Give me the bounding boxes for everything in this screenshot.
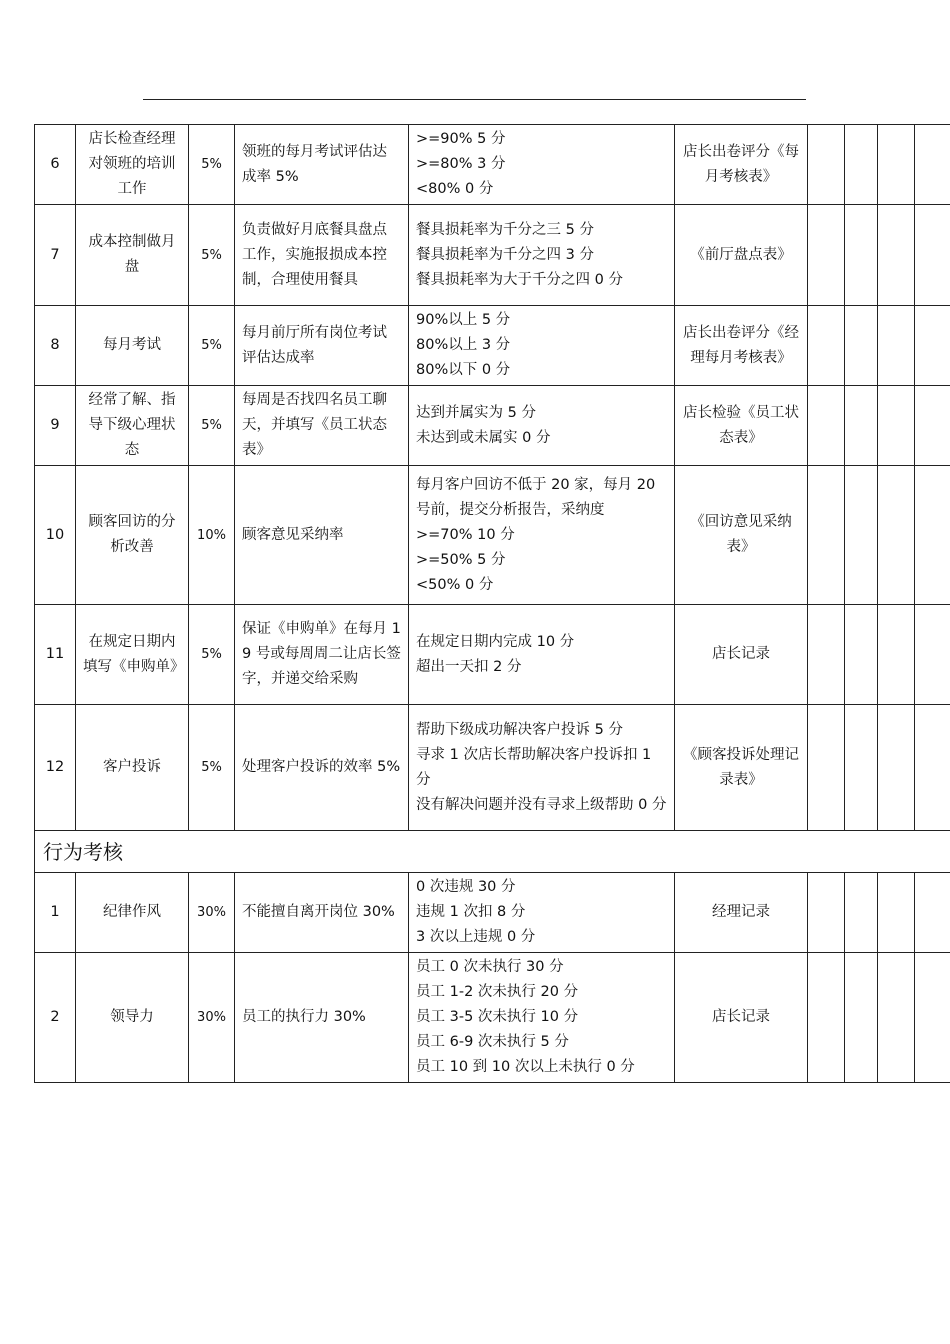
kpi-weight: 10% bbox=[189, 466, 235, 605]
blank-cell bbox=[878, 605, 915, 705]
table-row bbox=[35, 873, 950, 953]
blank-cell bbox=[878, 386, 915, 466]
blank-cell bbox=[878, 705, 915, 831]
blank-cell bbox=[915, 386, 950, 466]
blank-cell bbox=[845, 705, 878, 831]
blank-cell bbox=[845, 125, 878, 205]
kpi-description: 不能擅自离开岗位 30% bbox=[235, 873, 409, 953]
kpi-description: 员工的执行力 30% bbox=[235, 953, 409, 1083]
kpi-item: 在规定日期内填写《申购单》 bbox=[76, 605, 189, 705]
table-row bbox=[35, 205, 950, 306]
row-number: 9 bbox=[35, 386, 76, 466]
blank-cell bbox=[808, 125, 845, 205]
kpi-item: 客户投诉 bbox=[76, 705, 189, 831]
blank-cell bbox=[808, 705, 845, 831]
blank-cell bbox=[915, 205, 950, 306]
blank-cell bbox=[915, 873, 950, 953]
kpi-item: 每月考试 bbox=[76, 306, 189, 386]
kpi-description: 负责做好月底餐具盘点工作，实施报损成本控制，合理使用餐具 bbox=[235, 205, 409, 306]
blank-cell bbox=[845, 466, 878, 605]
blank-cell bbox=[808, 605, 845, 705]
kpi-weight: 5% bbox=[189, 205, 235, 306]
kpi-scoring-standard: 每月客户回访不低于 20 家，每月 20 号前，提交分析报告，采纳度 >=70% 10 分 >=50% 5 分 <50% 0 分 bbox=[409, 466, 675, 605]
blank-cell bbox=[915, 306, 950, 386]
kpi-scoring-standard: 90%以上 5 分 80%以上 3 分 80%以下 0 分 bbox=[409, 306, 675, 386]
kpi-description: 每周是否找四名员工聊天，并填写《员工状态表》 bbox=[235, 386, 409, 466]
row-number: 7 bbox=[35, 205, 76, 306]
kpi-description: 领班的每月考试评估达成率 5% bbox=[235, 125, 409, 205]
kpi-scoring-standard: >=90% 5 分 >=80% 3 分 <80% 0 分 bbox=[409, 125, 675, 205]
kpi-item: 成本控制做月盘 bbox=[76, 205, 189, 306]
kpi-scoring-standard: 员工 0 次未执行 30 分 员工 1-2 次未执行 20 分 员工 3-5 次未执行 10 分 员工 6-9 次未执行 5 分 员工 10 到 10 次以上未执行 0 分 bbox=[409, 953, 675, 1083]
table-row bbox=[35, 125, 950, 205]
table-row bbox=[35, 306, 950, 386]
blank-cell bbox=[808, 205, 845, 306]
row-number: 12 bbox=[35, 705, 76, 831]
table-row bbox=[35, 705, 950, 831]
section-row bbox=[35, 831, 950, 873]
blank-cell bbox=[915, 466, 950, 605]
kpi-table bbox=[34, 124, 950, 1083]
blank-cell bbox=[878, 306, 915, 386]
kpi-description: 处理客户投诉的效率 5% bbox=[235, 705, 409, 831]
kpi-weight: 5% bbox=[189, 306, 235, 386]
kpi-description: 保证《申购单》在每月 19 号或每周周二让店长签字，并递交给采购 bbox=[235, 605, 409, 705]
blank-cell bbox=[878, 466, 915, 605]
blank-cell bbox=[878, 873, 915, 953]
blank-cell bbox=[845, 605, 878, 705]
header-rule bbox=[143, 99, 806, 100]
kpi-data-source: 《回访意见采纳表》 bbox=[675, 466, 808, 605]
kpi-data-source: 经理记录 bbox=[675, 873, 808, 953]
blank-cell bbox=[878, 953, 915, 1083]
kpi-weight: 5% bbox=[189, 125, 235, 205]
blank-cell bbox=[845, 873, 878, 953]
blank-cell bbox=[808, 306, 845, 386]
row-number: 10 bbox=[35, 466, 76, 605]
kpi-data-source: 店长出卷评分《每月考核表》 bbox=[675, 125, 808, 205]
kpi-data-source: 店长记录 bbox=[675, 605, 808, 705]
blank-cell bbox=[808, 953, 845, 1083]
kpi-weight: 5% bbox=[189, 386, 235, 466]
row-number: 2 bbox=[35, 953, 76, 1083]
table-row bbox=[35, 466, 950, 605]
kpi-scoring-standard: 达到并属实为 5 分 未达到或未属实 0 分 bbox=[409, 386, 675, 466]
kpi-scoring-standard: 在规定日期内完成 10 分 超出一天扣 2 分 bbox=[409, 605, 675, 705]
blank-cell bbox=[878, 205, 915, 306]
row-number: 11 bbox=[35, 605, 76, 705]
table-row bbox=[35, 605, 950, 705]
kpi-weight: 5% bbox=[189, 705, 235, 831]
kpi-item: 领导力 bbox=[76, 953, 189, 1083]
kpi-item: 经常了解、指导下级心理状态 bbox=[76, 386, 189, 466]
kpi-scoring-standard: 餐具损耗率为千分之三 5 分 餐具损耗率为千分之四 3 分 餐具损耗率为大于千分之四 0 分 bbox=[409, 205, 675, 306]
blank-cell bbox=[808, 386, 845, 466]
kpi-weight: 30% bbox=[189, 953, 235, 1083]
kpi-item: 店长检查经理对领班的培训工作 bbox=[76, 125, 189, 205]
blank-cell bbox=[878, 125, 915, 205]
blank-cell bbox=[915, 705, 950, 831]
kpi-description: 每月前厅所有岗位考试评估达成率 bbox=[235, 306, 409, 386]
kpi-scoring-standard: 0 次违规 30 分 违规 1 次扣 8 分 3 次以上违规 0 分 bbox=[409, 873, 675, 953]
kpi-data-source: 店长出卷评分《经理每月考核表》 bbox=[675, 306, 808, 386]
blank-cell bbox=[808, 466, 845, 605]
kpi-weight: 30% bbox=[189, 873, 235, 953]
kpi-data-source: 《前厅盘点表》 bbox=[675, 205, 808, 306]
kpi-item: 纪律作风 bbox=[76, 873, 189, 953]
table-row bbox=[35, 953, 950, 1083]
row-number: 8 bbox=[35, 306, 76, 386]
kpi-description: 顾客意见采纳率 bbox=[235, 466, 409, 605]
blank-cell bbox=[915, 953, 950, 1083]
kpi-scoring-standard: 帮助下级成功解决客户投诉 5 分 寻求 1 次店长帮助解决客户投诉扣 1 分 没有解决问题并没有寻求上级帮助 0 分 bbox=[409, 705, 675, 831]
kpi-data-source: 店长检验《员工状态表》 bbox=[675, 386, 808, 466]
blank-cell bbox=[845, 205, 878, 306]
row-number: 6 bbox=[35, 125, 76, 205]
kpi-weight: 5% bbox=[189, 605, 235, 705]
blank-cell bbox=[845, 306, 878, 386]
table-row bbox=[35, 386, 950, 466]
blank-cell bbox=[915, 125, 950, 205]
kpi-item: 顾客回访的分析改善 bbox=[76, 466, 189, 605]
section-title: 行为考核 bbox=[35, 831, 950, 873]
blank-cell bbox=[845, 953, 878, 1083]
blank-cell bbox=[808, 873, 845, 953]
kpi-data-source: 店长记录 bbox=[675, 953, 808, 1083]
blank-cell bbox=[915, 605, 950, 705]
blank-cell bbox=[845, 386, 878, 466]
row-number: 1 bbox=[35, 873, 76, 953]
kpi-data-source: 《顾客投诉处理记录表》 bbox=[675, 705, 808, 831]
